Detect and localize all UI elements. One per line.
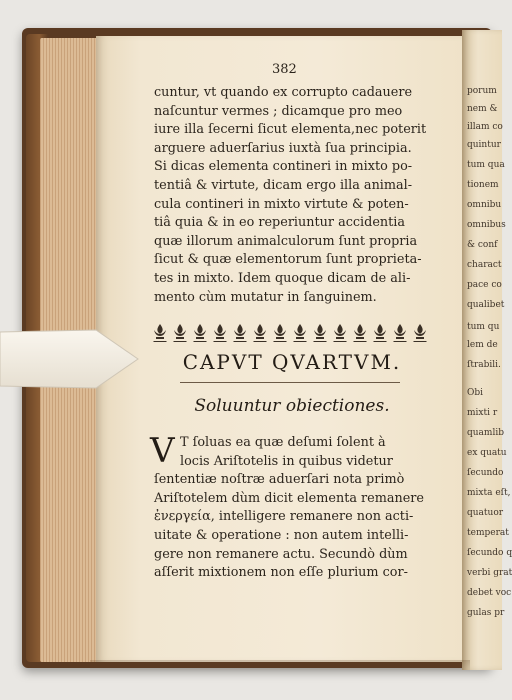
- text-line: tentiâ & virtute, dicam ergo illa animal-: [154, 177, 413, 193]
- text-line: uitate & operatione : non autem intelli-: [154, 527, 409, 543]
- page-number: 382: [272, 62, 297, 77]
- text-line: locis Ariſtotelis in quibus videtur: [180, 453, 393, 469]
- text-line: ſententiæ noſtræ aduerſari nota primò: [154, 472, 405, 488]
- facing-page-line: Obi: [467, 388, 484, 398]
- facing-page-line: & conf: [467, 240, 498, 250]
- facing-page-line: nem &: [467, 104, 498, 114]
- text-line: arguere aduerſarius iuxtà ſua principia.: [154, 140, 412, 156]
- text-line: Si dicas elementa contineri in mixto po-: [154, 159, 413, 175]
- text-line: gere non remanere actu. Secundò dùm: [154, 546, 408, 562]
- facing-page-line: porum: [467, 86, 497, 96]
- facing-page-line: gulas pr: [467, 608, 505, 618]
- facing-page-line: debet voc: [467, 588, 512, 598]
- facing-page-line: omnibu: [467, 200, 502, 210]
- text-line: tiâ quia & in eo reperiuntur accidentia: [154, 215, 406, 231]
- facing-page-line: ſecundo: [467, 468, 504, 478]
- text-line: iure illa ſecerni ſicut elementa,nec poterit: [154, 122, 427, 138]
- text-line: mento cùm mutatur in ſanguinem.: [154, 289, 377, 305]
- text-line: ſicut & quæ elementorum ſunt proprieta-: [154, 252, 422, 268]
- title-rule: [180, 382, 400, 383]
- facing-page-line: charact: [467, 260, 502, 270]
- facing-page-line: ſtrabili.: [467, 360, 501, 370]
- text-line: cuntur, vt quando ex corrupto cadauere: [154, 85, 413, 100]
- facing-page-line: quamlib: [467, 428, 504, 438]
- text-line: T ſoluas ea quæ deſumi ſolent à: [180, 435, 386, 450]
- bookmark-strip: [0, 326, 138, 392]
- page-shadow: [90, 660, 470, 672]
- chapter-title: CAPVT QVARTVM.: [182, 350, 402, 374]
- facing-page-line: illam co: [467, 122, 503, 132]
- facing-page-line: qualibet: [467, 300, 505, 310]
- text-line: Ariſtotelem dùm dicit elementa remanere: [154, 490, 424, 506]
- text-line: ἐνεργεία, intelligere remanere non acti-: [154, 509, 414, 525]
- facing-page-line: lem de: [467, 340, 498, 350]
- bottom-paragraph: [154, 434, 432, 583]
- text-line: naſcuntur vermes ; dicamque pro meo: [154, 103, 403, 119]
- facing-page-line: quintur: [467, 140, 501, 150]
- chapter-subtitle: Soluuntur obiectiones.: [194, 396, 390, 416]
- facing-page-line: tionem: [467, 180, 499, 190]
- text-line: tes in mixto. Idem quoque dicam de ali-: [154, 270, 411, 286]
- facing-page-line: temperat: [467, 528, 509, 538]
- facing-page-line: pace co: [467, 280, 502, 290]
- text-line: quæ illorum animalculorum ſunt propria: [154, 233, 418, 249]
- text-line: aſſerit mixtionem non eſſe plurium cor-: [154, 565, 408, 581]
- facing-page-line: tum qua: [467, 160, 505, 170]
- facing-page-line: quatuor: [467, 508, 504, 518]
- facing-page-line: ex quatu: [467, 448, 507, 458]
- facing-page-line: tum qu: [467, 322, 500, 332]
- facing-page-line: verbi grat: [467, 568, 512, 578]
- top-paragraph: [154, 84, 432, 307]
- facing-page-line: ſecundo q: [467, 548, 512, 558]
- facing-page-line: omnibus: [467, 220, 506, 230]
- text-line: cula contineri in mixto virtute & poten-: [154, 196, 409, 212]
- facing-page-line: mixta eſt,: [467, 488, 511, 498]
- facing-page-line: mixti r: [467, 408, 498, 418]
- fleuron-ornament-band: [150, 320, 434, 344]
- drop-cap: V: [150, 431, 175, 471]
